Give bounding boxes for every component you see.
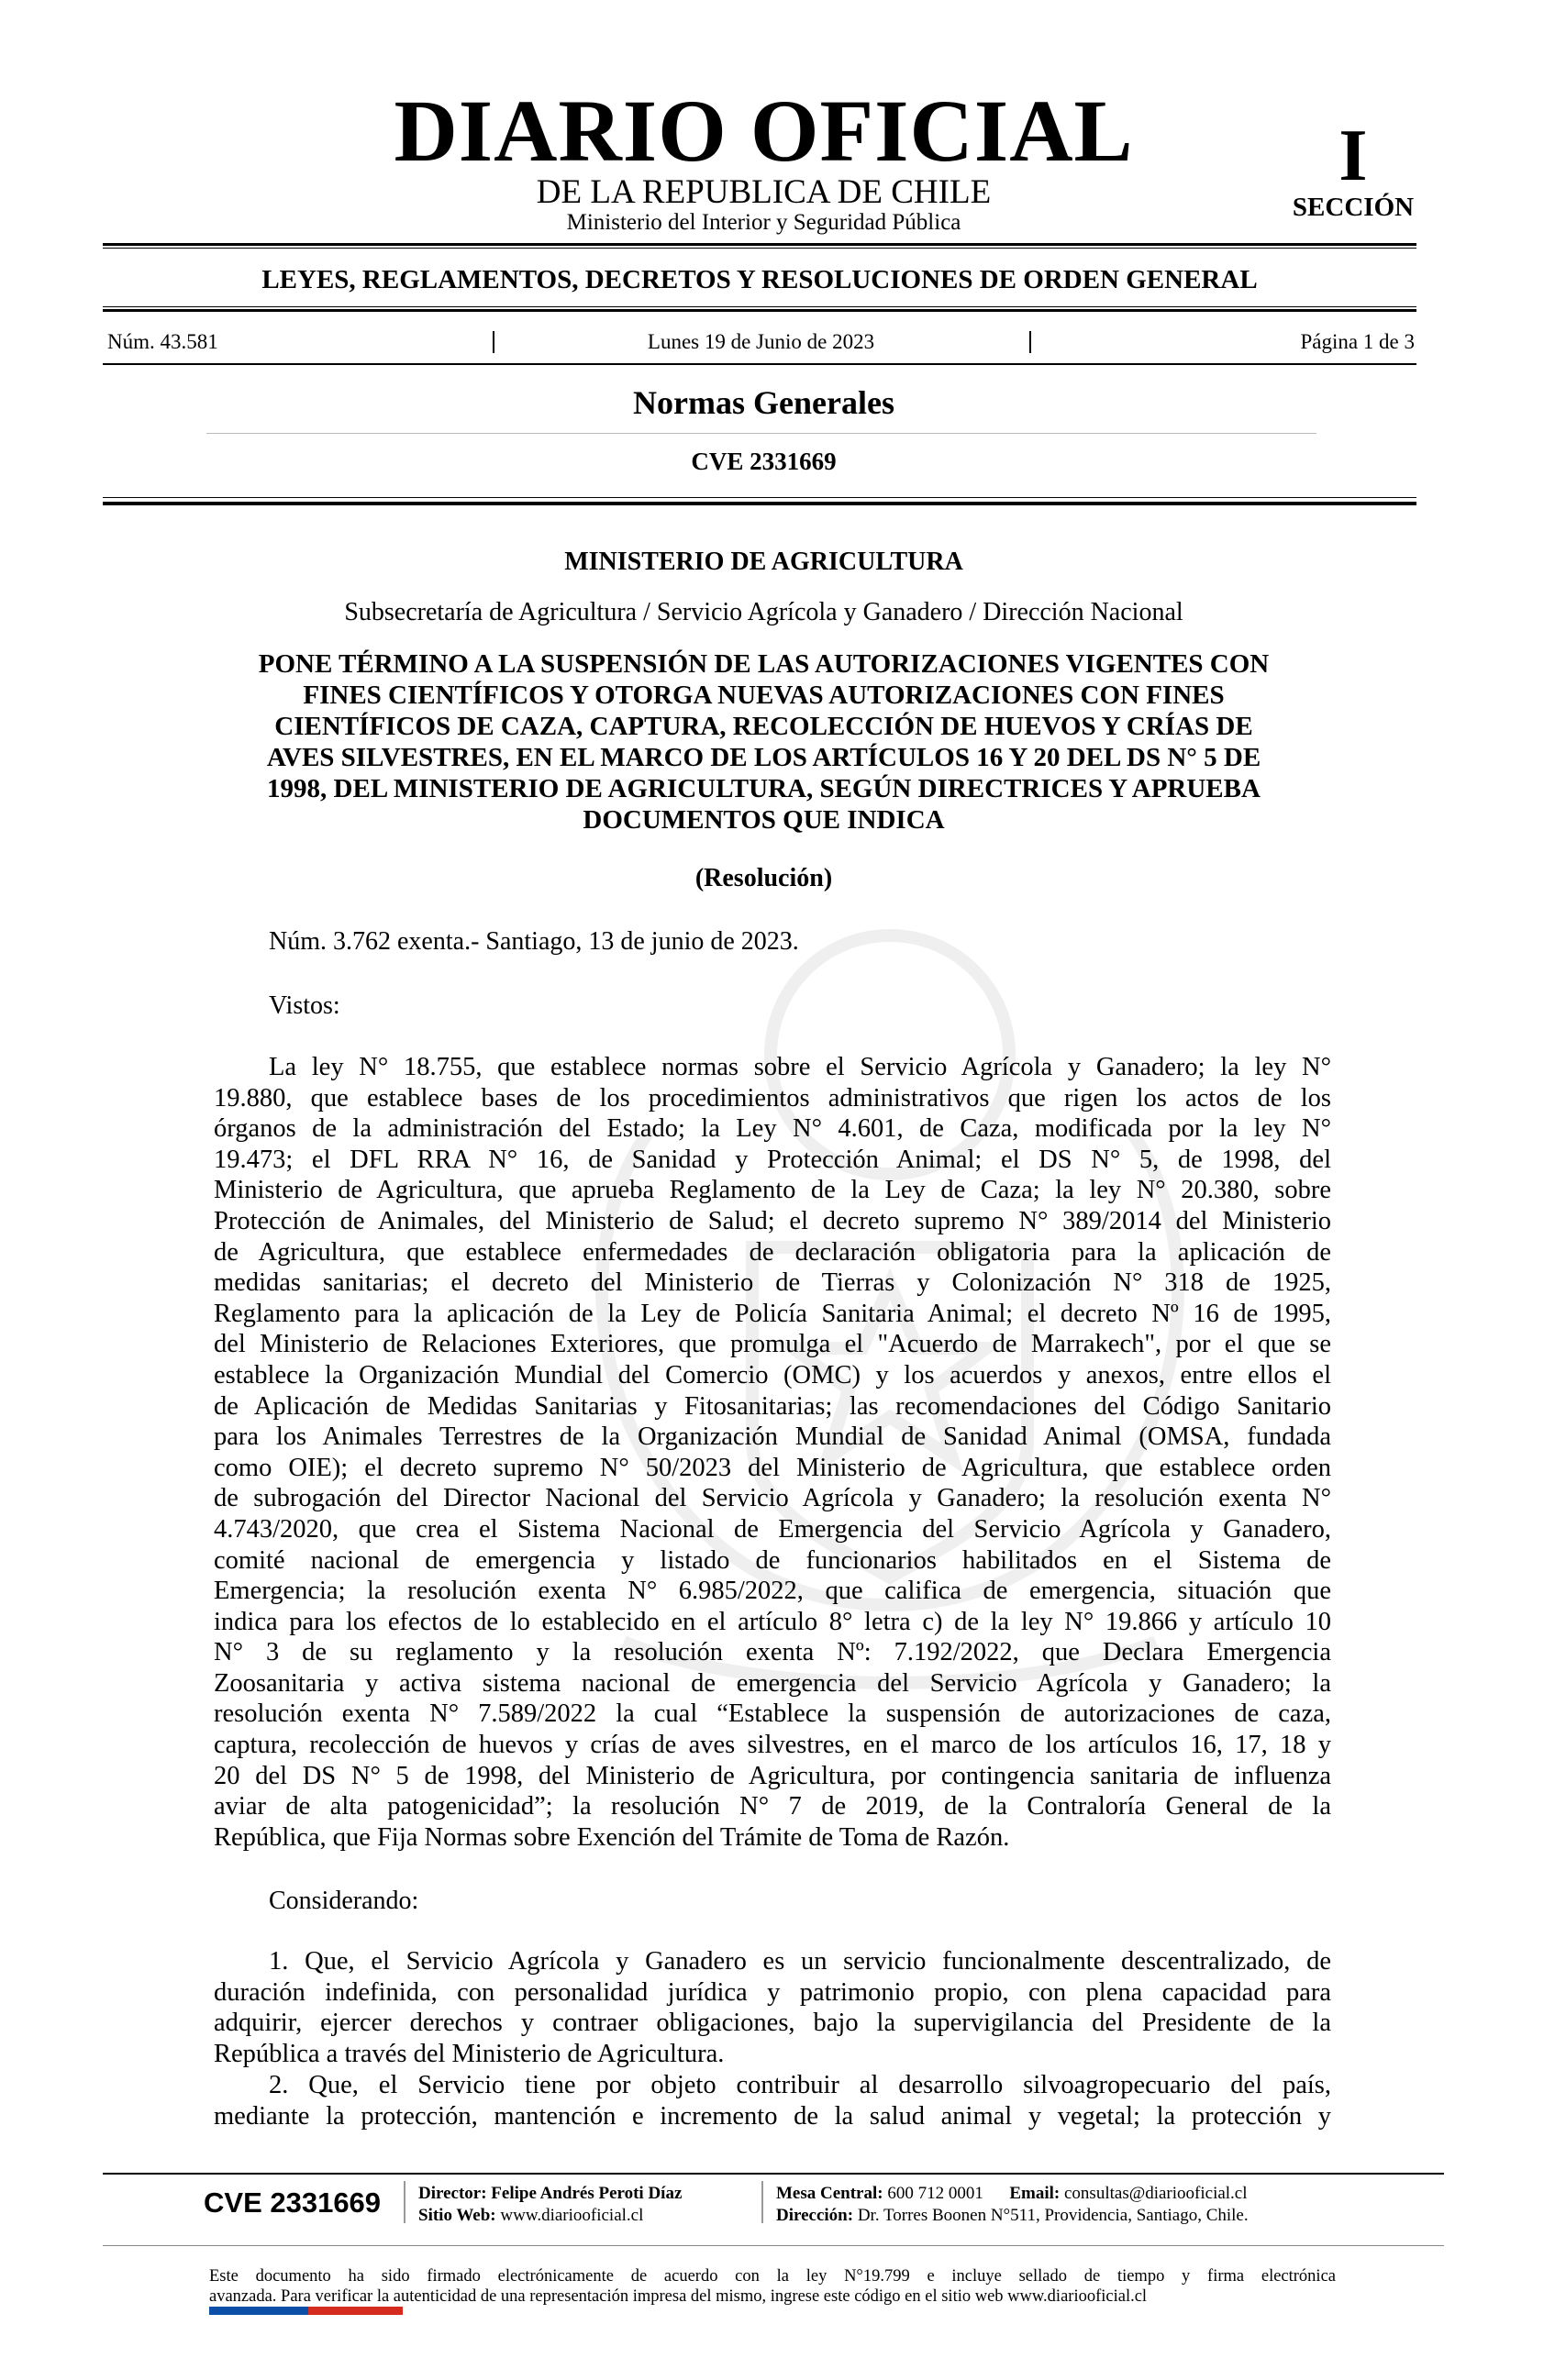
phone-label: Mesa Central: (776, 2184, 883, 2203)
flag-stripe-red (308, 2307, 403, 2315)
heading-line: CIENTÍFICOS DE CAZA, CAPTURA, RECOLECCIÓN DE HUEVOS Y CRÍAS DE (274, 712, 1253, 741)
paragraph-line: 1. Que, el Servicio Agrícola y Ganadero es un servicio funcionalmente descentralizado, de (269, 1947, 1331, 1976)
ministry-name: MINISTERIO DE AGRICULTURA (564, 548, 963, 576)
heading-line: DOCUMENTOS QUE INDICA (583, 805, 945, 835)
considerando-paragraph-1 (214, 1946, 1331, 2069)
paragraph-line: resolución exenta N° 7.589/2022 la cual “Establece la suspensión de autorizaciones de caza, (214, 1699, 1331, 1729)
issue-separator (1029, 331, 1031, 353)
heading-line: FINES CIENTÍFICOS Y OTORGA NUEVAS AUTORIZACIONES CON FINES (303, 681, 1225, 710)
paragraph-line: órganos de la administración del Estado; la Ley N° 4.601, de Caza, modificada por la ley N° (214, 1114, 1331, 1144)
footer-director-block (418, 2183, 682, 2227)
paragraph-line: 19.473; el DFL RRA N° 16, de Sanidad y Protección Animal; el DS N° 5, de 1998, del (214, 1145, 1331, 1174)
paragraph-line: 2. Que, el Servicio tiene por objeto contribuir al desarrollo silvoagropecuario del país, (269, 2071, 1331, 2099)
norm-type-underline (206, 433, 1316, 434)
footer-note-line: avanzada. Para verificar la autenticidad de una representación impresa del mismo, ingrese este código en el sitio web www.diariooficial.cl (209, 2287, 1148, 2306)
header-rule-thick (103, 502, 1416, 505)
resolution-number: Núm. 3.762 exenta.- Santiago, 13 de junio de 2023. (269, 927, 799, 956)
section-label: SECCIÓN (1292, 193, 1415, 222)
paragraph-line: 20 del DS N° 5 de 1998, del Ministerio de Agricultura, por contingencia sanitaria de influenza (214, 1761, 1331, 1790)
considerando-label: Considerando: (269, 1887, 419, 1915)
paragraph-line: República, que Fija Normas sobre Exención del Trámite de Toma de Razón. (214, 1822, 1010, 1852)
paragraph-line: comité nacional de emergencia y listado de funcionarios habilitados en el Sistema de (214, 1545, 1331, 1575)
banner-rule-thick (103, 309, 1416, 312)
issue-date: Lunes 19 de Junio de 2023 (647, 330, 875, 353)
paragraph-line: Ministerio de Agricultura, que aprueba Reglamento de la Ley de Caza; la ley N° 20.380, sobre (214, 1176, 1331, 1205)
section-number: I (1338, 116, 1368, 196)
paragraph-line: Zoosanitaria y activa sistema nacional de emergencia del Servicio Agrícola y Ganadero; la (214, 1668, 1331, 1698)
footer-rule (103, 2173, 1444, 2175)
footer-cve-code: CVE 2331669 (204, 2186, 382, 2219)
heading-line: PONE TÉRMINO A LA SUSPENSIÓN DE LAS AUTORIZACIONES VIGENTES CON (258, 649, 1270, 679)
norm-type-title: Normas Generales (633, 384, 894, 421)
vistos-label: Vistos: (269, 991, 340, 1020)
page-number: Página 1 de 3 (1300, 330, 1415, 353)
paragraph-line: captura, recolección de huevos y crías de aves silvestres, en el marco de los artículos 16, 17, 18 y (214, 1731, 1331, 1760)
heading-line: 1998, DEL MINISTERIO DE AGRICULTURA, SEGÚN DIRECTRICES Y APRUEBA (267, 774, 1261, 803)
footer-contact-block (776, 2183, 1249, 2227)
paragraph-line: de subrogación del Director Nacional del Servicio Agrícola y Ganadero; la resolución exenta N° (214, 1484, 1331, 1513)
resolution-label: (Resolución) (694, 864, 833, 892)
director-name: Felipe Andrés Peroti Díaz (491, 2184, 683, 2203)
issue-info-row (107, 328, 1415, 356)
footer-separator (404, 2181, 405, 2223)
paragraph-line: mediante la protección, mantención e incremento de la salud animal y vegetal; la protección y (214, 2101, 1331, 2131)
section-banner: LEYES, REGLAMENTOS, DECRETOS Y RESOLUCIONES DE ORDEN GENERAL (261, 265, 1258, 294)
paragraph-line: de Aplicación de Medidas Sanitarias y Fitosanitarias; las recomendaciones del Código Sanitario (214, 1391, 1331, 1421)
email-label: Email: (1009, 2184, 1061, 2203)
address-label: Dirección: (776, 2206, 854, 2225)
address-text: Dr. Torres Boonen N°511, Providencia, Santiago, Chile. (857, 2206, 1249, 2225)
masthead-rule-thick (103, 243, 1416, 246)
subsecretary-line: Subsecretaría de Agricultura / Servicio Agrícola y Ganadero / Dirección Nacional (344, 598, 1183, 626)
website-label: Sitio Web: (418, 2206, 496, 2225)
masthead-rule-thin (103, 248, 1416, 249)
heading-line: AVES SILVESTRES, EN EL MARCO DE LOS ARTÍCULOS 16 Y 20 DEL DS N° 5 DE (266, 743, 1261, 772)
considerando-paragraph-2 (214, 2070, 1331, 2131)
paragraph-line: 4.743/2020, que crea el Sistema Nacional de Emergencia del Servicio Agrícola y Ganadero, (214, 1514, 1331, 1544)
paragraph-line: adquirir, ejercer derechos y contraer obligaciones, bajo la supervigilancia del Presidente de la (214, 2009, 1331, 2038)
paragraph-line: del Ministerio de Relaciones Exteriores, que promulga el "Acuerdo de Marrakech", por el que se (214, 1330, 1331, 1359)
issue-number: Núm. 43.581 (107, 330, 218, 353)
paragraph-line: indica para los efectos de lo establecido en el artículo 8° letra c) de la ley N° 19.866 y artículo 10 (214, 1607, 1331, 1636)
footer-rule-lower (103, 2245, 1444, 2246)
flag-stripe-blue (209, 2307, 308, 2315)
email-link[interactable]: consultas@diariooficial.cl (1064, 2184, 1248, 2203)
resolution-heading (202, 648, 1326, 836)
footer-separator (761, 2181, 763, 2223)
footer-legal-note (209, 2266, 1336, 2307)
masthead-subtitle: DE LA REPUBLICA DE CHILE (536, 173, 992, 211)
paragraph-line: República a través del Ministerio de Agricultura. (214, 2039, 725, 2068)
paragraph-line: establece la Organización Mundial del Comercio (OMC) y los acuerdos y anexos, entre ellos el (214, 1360, 1331, 1389)
website-link[interactable]: www.diariooficial.cl (500, 2206, 644, 2225)
paragraph-line: duración indefinida, con personalidad jurídica y patrimonio propio, con plena capacidad para (214, 1977, 1331, 2007)
paragraph-line: Protección de Animales, del Ministerio de Salud; el decreto supremo N° 389/2014 del Ministerio (214, 1206, 1331, 1235)
footer-note-line: Este documento ha sido firmado electrónicamente de acuerdo con la ley N°19.799 e incluye sellado de tiempo y firma electrónica (209, 2267, 1336, 2286)
paragraph-line: Reglamento para la aplicación de la Ley de Policía Sanitaria Animal; el decreto Nº 16 de 1995, (214, 1299, 1331, 1328)
paragraph-line: Emergencia; la resolución exenta N° 6.985/2022, que califica de emergencia, situación que (214, 1577, 1331, 1606)
issue-rule (103, 363, 1416, 365)
paragraph-line: de Agricultura, que establece enfermedades de declaración obligatoria para la aplicación de (214, 1237, 1331, 1267)
paragraph-line: La ley N° 18.755, que establece normas sobre el Servicio Agrícola y Ganadero; la ley N° (269, 1053, 1331, 1081)
paragraph-line: aviar de alta patogenicidad”; la resolución N° 7 de 2019, de la Contraloría General de la (214, 1792, 1331, 1821)
paragraph-line: para los Animales Terrestres de la Organización Mundial de Sanidad Animal (OMSA, fundada (214, 1422, 1331, 1452)
banner-rule-thin (103, 306, 1416, 307)
paragraph-line: medidas sanitarias; el decreto del Ministerio de Tierras y Colonización N° 318 de 1925, (214, 1268, 1331, 1298)
masthead-title: DIARIO OFICIAL (394, 82, 1134, 180)
paragraph-line: como OIE); el decreto supremo N° 50/2023 del Ministerio de Agricultura, que establece orden (214, 1453, 1331, 1482)
paragraph-line: 19.880, que establece bases de los procedimientos administrativos que rigen los actos de los (214, 1083, 1331, 1113)
cve-code: CVE 2331669 (691, 448, 837, 475)
paragraph-line: N° 3 de su reglamento y la resolución exenta Nº: 7.192/2022, que Declara Emergencia (214, 1638, 1331, 1667)
masthead-ministry: Ministerio del Interior y Seguridad Pública (566, 210, 961, 235)
phone-number: 600 712 0001 (887, 2184, 983, 2203)
vistos-paragraph (214, 1052, 1331, 1853)
header-rule-thin (103, 497, 1416, 498)
director-label: Director: (418, 2184, 487, 2203)
